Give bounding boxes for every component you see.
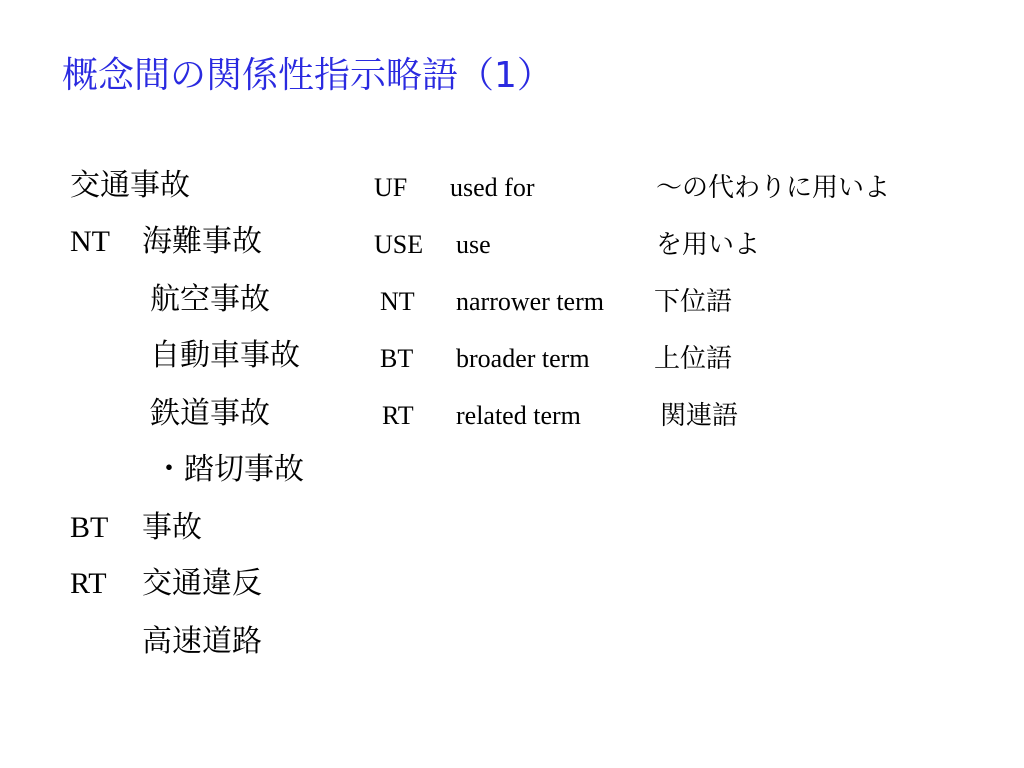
- term-prefix: BT: [70, 511, 109, 544]
- legend-abbr: UF: [374, 173, 408, 202]
- term-text: ・踏切事故: [154, 452, 304, 487]
- term-row-nt-child: [150, 332, 300, 380]
- term-row-nt-child: [150, 276, 270, 324]
- term-row-root: [70, 162, 190, 210]
- term-row-nt: [70, 218, 262, 266]
- legend-english: broader term: [456, 344, 590, 373]
- term-row-rt: [70, 560, 262, 608]
- legend-abbr: USE: [374, 230, 424, 259]
- legend-english: related term: [456, 401, 581, 430]
- term-text: 航空事故: [150, 282, 270, 317]
- term-text: 事故: [142, 510, 202, 545]
- term-prefix: RT: [70, 567, 107, 600]
- slide-title: 概念間の関係性指示略語（1）: [62, 55, 553, 96]
- legend-japanese: 上位語: [654, 344, 733, 374]
- legend-japanese: 関連語: [660, 401, 739, 431]
- term-row-bt: [70, 504, 202, 552]
- term-text: 鉄道事故: [150, 396, 270, 431]
- term-text: 交通違反: [142, 566, 262, 601]
- term-row-nt-grandchild: [154, 446, 304, 494]
- term-text: 自動車事故: [150, 338, 300, 373]
- legend-abbr: BT: [380, 344, 414, 373]
- term-text: 交通事故: [70, 168, 190, 203]
- legend-japanese: を用いよ: [656, 230, 761, 260]
- legend-english: narrower term: [456, 287, 604, 316]
- legend-japanese: ～の代わりに用いよ: [656, 173, 891, 203]
- term-text: 海難事故: [142, 224, 262, 259]
- term-row-nt-child: [150, 390, 270, 438]
- term-row-rt-child: [142, 618, 262, 666]
- legend-abbr: RT: [382, 401, 414, 430]
- legend-english: use: [456, 230, 491, 259]
- legend-english: used for: [450, 173, 535, 202]
- term-prefix: NT: [70, 225, 110, 258]
- legend-japanese: 下位語: [654, 287, 733, 317]
- legend-abbr: NT: [380, 287, 415, 316]
- term-text: 高速道路: [142, 624, 262, 659]
